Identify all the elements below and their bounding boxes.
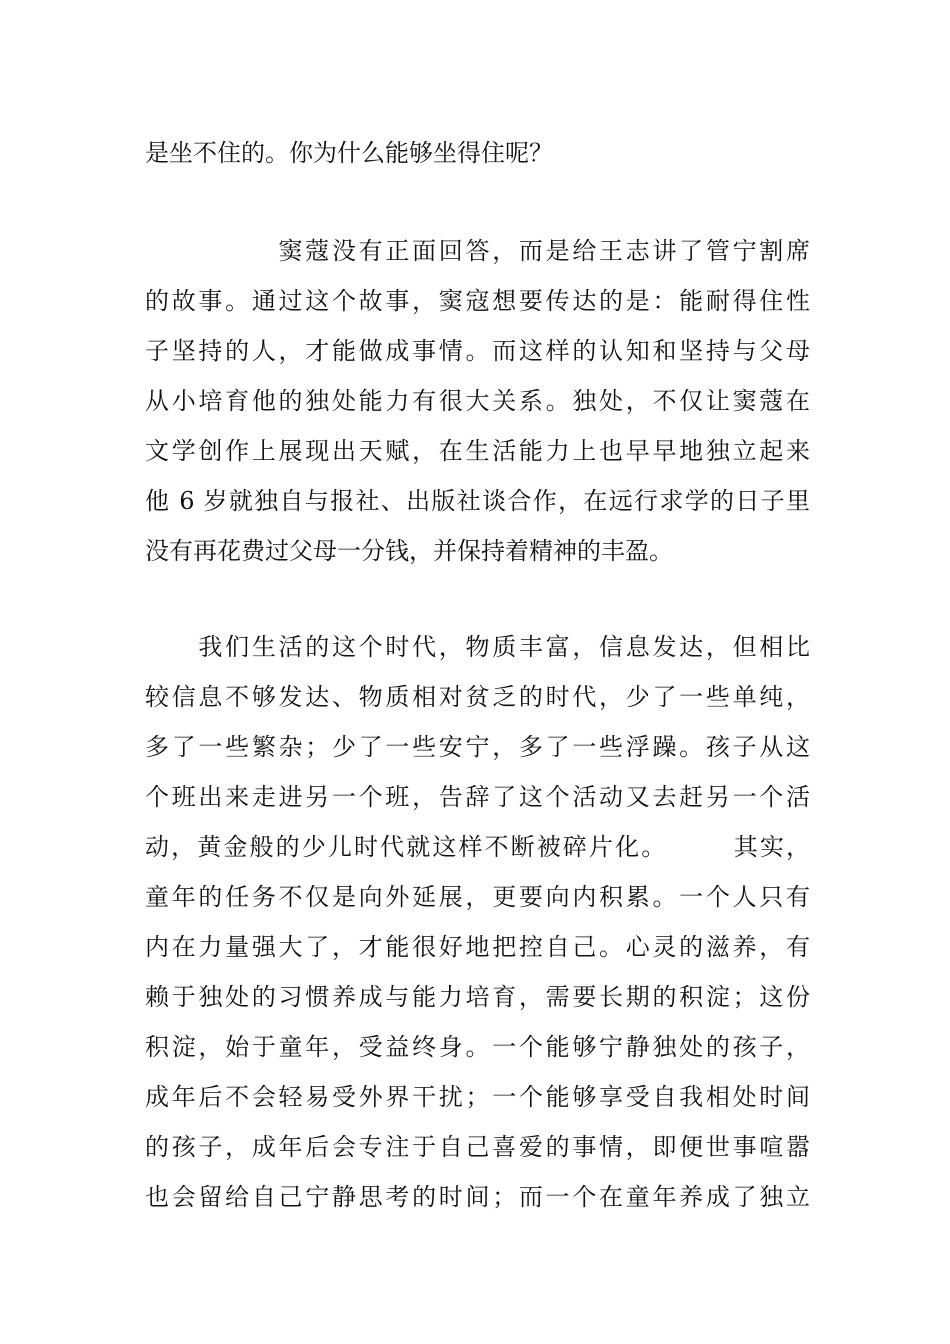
text-line: 个班出来走进另一个班，告辞了这个活动又去赶另一个活 — [145, 783, 810, 811]
text-line: 内在力量强大了，才能很好地把控自己。心灵的滋养，有 — [145, 933, 810, 961]
text-line: 从小培育他的独处能力有很大关系。独处，不仅让窦蔻在 — [145, 387, 810, 415]
text-line: 较信息不够发达、物质相对贫乏的时代，少了一些单纯， — [145, 683, 810, 711]
text-line: 是坐不住的。你为什么能够坐得住呢？ — [145, 139, 553, 167]
text-line: 动，黄金般的少儿时代就这样不断被碎片化。 其实， — [145, 833, 810, 861]
text-line: 多了一些繁杂；少了一些安宁，多了一些浮躁。孩子从这 — [145, 733, 810, 761]
paragraph-3 — [145, 622, 810, 1222]
text-line: 赖于独处的习惯养成与能力培育，需要长期的积淀；这份 — [145, 983, 810, 1011]
text-line: 子坚持的人，才能做成事情。而这样的认知和坚持与父母 — [145, 337, 810, 365]
text-line: 童年的任务不仅是向外延展，更要向内积累。一个人只有 — [145, 883, 810, 911]
text-line: 的故事。通过这个故事，窦寇想要传达的是：能耐得住性 — [145, 287, 810, 315]
text-line: 成年后不会轻易受外界干扰；一个能够享受自我相处时间 — [145, 1083, 810, 1111]
text-line: 积淀，始于童年，受益终身。一个能够宁静独处的孩子， — [145, 1033, 810, 1061]
text-line: 窦蔻没有正面回答，而是给王志讲了管宁割席 — [145, 237, 810, 265]
paragraph-2 — [145, 226, 810, 576]
text-line: 我们生活的这个时代，物质丰富，信息发达，但相比 — [145, 633, 810, 661]
text-line: 也会留给自己宁静思考的时间；而一个在童年养成了独立 — [145, 1183, 810, 1211]
text-line: 的孩子，成年后会专注于自己喜爱的事情，即便世事喧嚣 — [145, 1133, 810, 1161]
text-line: 他 6 岁就独自与报社、出版社谈合作，在远行求学的日子里 — [145, 487, 810, 515]
text-line: 文学创作上展现出天赋，在生活能力上也早早地独立起来 — [145, 437, 810, 465]
text-line: 没有再花费过父母一分钱，并保持着精神的丰盈。 — [145, 537, 673, 565]
paragraph-1 — [145, 128, 810, 178]
